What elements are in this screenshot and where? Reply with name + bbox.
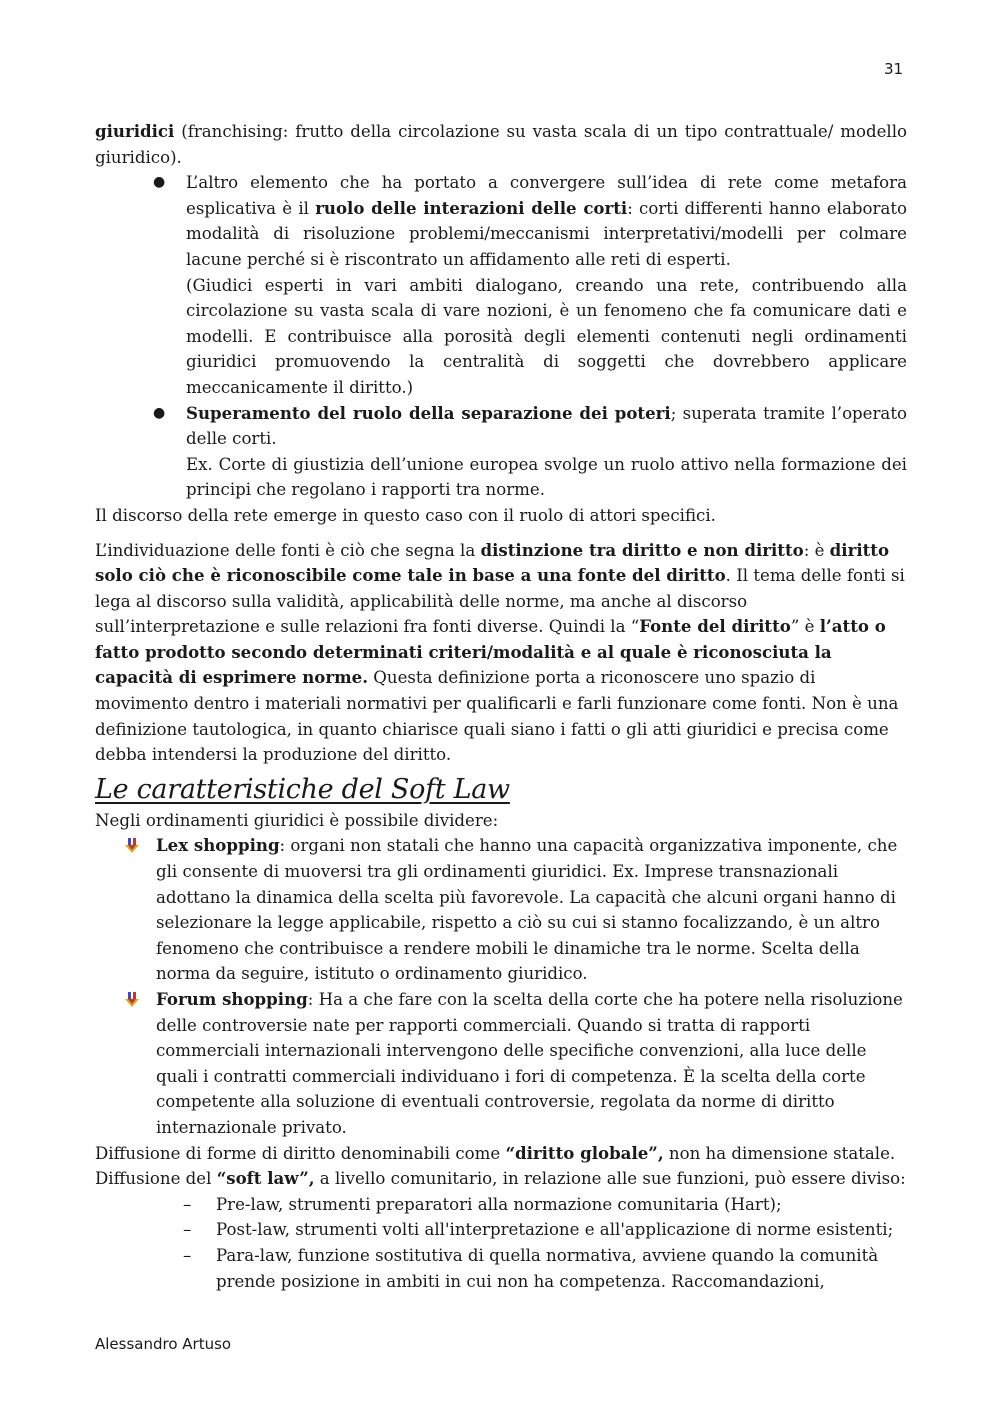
text-run: a livello comunitario, in relazione alle sue funzioni, può essere diviso: <box>314 1169 906 1189</box>
bold-run: distinzione tra diritto e non diritto <box>480 539 804 560</box>
list-item <box>95 1243 907 1294</box>
dash-bullet-icon: – <box>183 1245 192 1265</box>
dash-bullet-icon: – <box>183 1194 192 1214</box>
text-run: non ha dimensione statale. <box>663 1143 896 1163</box>
bullet-bold: ruolo delle interazioni delle corti <box>315 197 628 218</box>
page-number: 31 <box>884 60 904 78</box>
item-text: Post-law, strumenti volti all'interpretazione e all'applicazione di norme esistenti; <box>216 1220 894 1240</box>
item-text: Pre-law, strumenti preparatori alla normazione comunitaria (Hart); <box>216 1194 782 1214</box>
intro-paragraph <box>95 119 907 170</box>
bullet-text: : corti differenti hanno elaborato modalità di risoluzione problemi/meccanismi interpretativi/modelli per colmare lacune perché si è riscontrato un affidamento alle reti di esperti. <box>186 198 908 269</box>
bullet-bold: Superamento del ruolo della separazione dei poteri <box>186 402 671 423</box>
item-text: : Ha a che fare con la scelta della corte che ha potere nella risoluzione delle controversie nate per rapporti commerciali. Quando si tratta di rapporti commerciali internazionali intervengono delle specifiche convenzioni, alla luce delle quali i contratti commerciali individuano i fori di competenza. È la scelta della corte competente alla soluzione di eventuali controversie, regolata da norme di diritto internazionale privato. <box>156 990 903 1137</box>
bold-run: “diritto globale”, <box>505 1142 664 1163</box>
text-run: ” è <box>790 617 820 637</box>
bold-run: “soft law”, <box>216 1168 315 1189</box>
item-text: Para-law, funzione sostitutiva di quella normativa, avviene quando la comunità prende posizione in ambiti in cui non ha competenza. Raccomandazioni, <box>216 1245 879 1291</box>
bold-run: Fonte del diritto <box>639 616 791 637</box>
bullet-dot-icon: ● <box>153 174 166 191</box>
text-run: Questa definizione porta a riconoscere uno spazio di movimento dentro i materiali normativi per qualificarli e farli funzionare come fonti. Non è una definizione tautologica, in quanto chiarisce quali siano i fatti o gli atti giuridici e precisa come debba intendersi la produzione del diritto. <box>95 668 899 765</box>
network-sentence: Il discorso della rete emerge in questo caso con il ruolo di attori specifici. <box>95 505 716 525</box>
intro-text: (franchising: frutto della circolazione su vasta scala di un tipo contrattuale/ modello giuridico). <box>95 122 907 167</box>
text-run: Diffusione di forme di diritto denominabili come <box>95 1143 506 1163</box>
sources-paragraph <box>95 538 907 768</box>
text-run: : è <box>803 540 830 560</box>
soft-law-dash-list <box>95 1192 907 1294</box>
bold-run: l’atto o fatto prodotto secondo determinati criteri/modalità e al quale è riconosciuta la capacità di esprimere norme. <box>95 616 886 688</box>
dash-bullet-icon: – <box>183 1220 192 1240</box>
footer-author: Alessandro Artuso <box>95 1335 232 1353</box>
bullet-text: ; superata tramite l’operato delle corti. <box>186 403 907 449</box>
list-item <box>95 1217 907 1243</box>
intro-bold: giuridici <box>95 121 175 141</box>
list-item <box>95 170 907 400</box>
page-content <box>95 119 907 1294</box>
arrow-down-bullet-icon <box>125 992 139 1008</box>
section-lead: Negli ordinamenti giuridici è possibile dividere: <box>95 810 499 830</box>
text-run: . Il tema delle fonti si lega al discorso sulla validità, applicabilità delle norme, ma anche al discorso sull’interpretazione e sulle relazioni fra fonti diverse. Quindi la “ <box>95 566 905 637</box>
bold-run: diritto solo ciò che è riconoscibile come tale in base a una fonte del diritto <box>95 539 890 586</box>
list-item <box>95 833 907 987</box>
list-item <box>95 401 907 503</box>
bullet-text: L’altro elemento che ha portato a convergere sull’idea di rete come metafora esplicativa è il <box>186 173 907 218</box>
list-item <box>95 1192 907 1218</box>
list-item <box>95 987 907 1141</box>
item-bold: Forum shopping <box>156 989 308 1009</box>
arrow-down-bullet-icon <box>125 838 139 854</box>
bullet-dot-icon: ● <box>153 404 166 421</box>
bullet-extra: Ex. Corte di giustizia dell’unione europea svolge un ruolo attivo nella formazione dei principi che regolano i rapporti tra norme. <box>186 454 907 500</box>
bullet-extra: (Giudici esperti in vari ambiti dialogano, creando una rete, contribuendo alla circolazione su vasta scala di vare nozioni, è un fenomeno che fa comunicare dati e modelli. E contribuisce alla porosità degli elementi contenuti negli ordinamenti giuridici promuovendo la centralità di soggetti che dovrebbero applicare meccanicamente il diritto.) <box>186 275 907 397</box>
text-run: L’individuazione delle fonti è ciò che segna la <box>95 540 481 560</box>
global-law-line <box>95 1141 907 1167</box>
item-text: : organi non statali che hanno una capacità organizzativa imponente, che gli consente di muoversi tra gli ordinamenti giuridici. Ex. Imprese transnazionali adottano la dinamica della scelta più favorevole. La capacità che alcuni organi hanno di selezionare la legge applicabile, rispetto a ciò su cui si stanno focalizzando, è un altro fenomeno che contribuisce a rendere mobili le dinamiche tra le norme. Scelta della norma da seguire, istituto o ordinamento giuridico. <box>156 836 898 984</box>
section-heading: Le caratteristiche del Soft Law <box>95 773 510 805</box>
item-bold: Lex shopping <box>156 835 280 856</box>
network-bullet-list <box>95 170 907 503</box>
shopping-bullet-list <box>95 833 907 1140</box>
soft-law-line <box>95 1166 907 1192</box>
text-run: Diffusione del <box>95 1169 217 1189</box>
